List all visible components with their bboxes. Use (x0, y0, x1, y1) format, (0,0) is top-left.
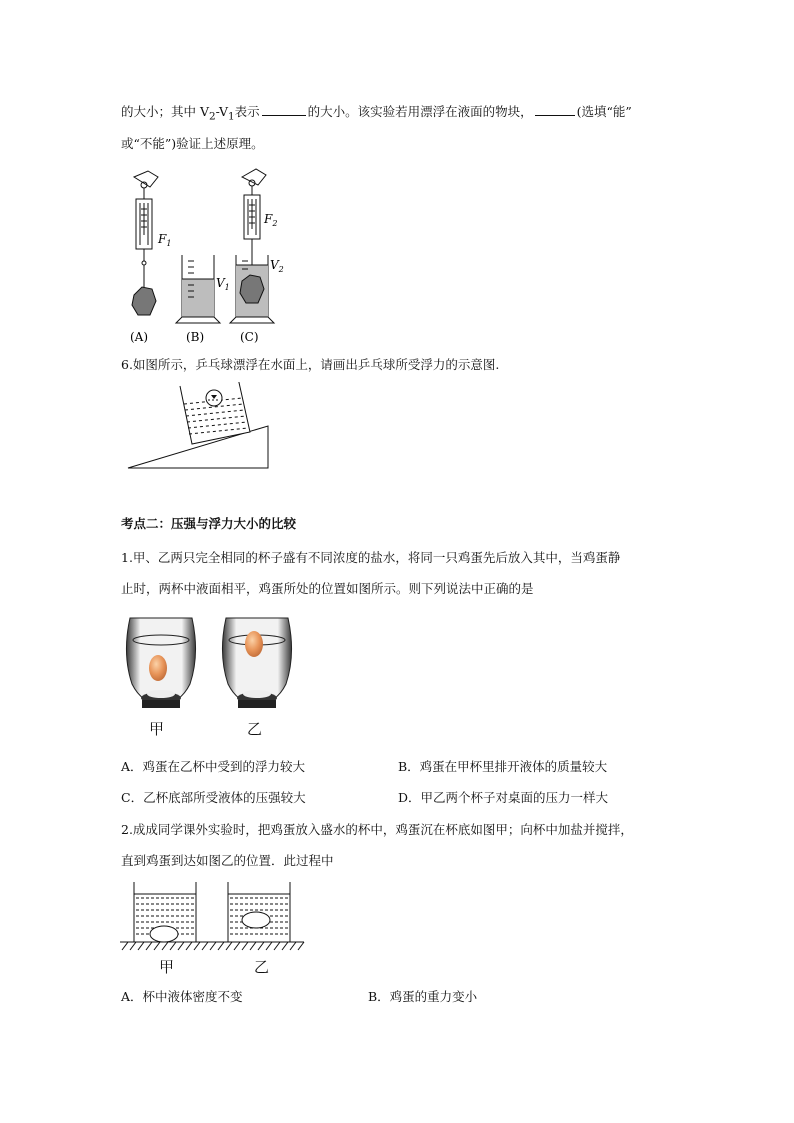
text-segment: 表示 (234, 104, 260, 119)
figure-label-jia: 甲 (149, 720, 165, 738)
egg-yi (245, 631, 263, 657)
subscript: 2 (209, 110, 216, 123)
text-segment: (选填“能” (576, 104, 632, 119)
subscript: 1 (227, 110, 235, 123)
question-6: 6.如图所示，乒乓球漂浮在水面上，请画出乒乓球所受浮力的示意图. (121, 357, 500, 372)
incline-beaker-figure (126, 382, 276, 472)
text-segment: -V (215, 104, 228, 119)
text-segment: 的大小。该实验若用漂浮在液面的物块， (307, 104, 533, 119)
figure-label-jia-2: 甲 (159, 958, 175, 976)
egg-yi-middle (242, 912, 270, 928)
question-2-line-1: 2.成成同学课外实验时，把鸡蛋放入盛水的杯中，鸡蛋沉在杯底如图甲；向杯中加盐并搅拌， (121, 822, 633, 837)
figure-label-yi: 乙 (247, 720, 263, 738)
label-f1: $F_1$ (158, 232, 172, 248)
option-b[interactable]: B．鸡蛋在甲杯里排开液体的质量较大 (398, 759, 608, 774)
paragraph-line-2: 或“不能”)验证上述原理。 (121, 136, 264, 151)
egg-jia-bottom (150, 926, 178, 942)
question-1-line-2: 止时，两杯中液面相平，鸡蛋所处的位置如图所示。则下列说法中正确的是 (121, 581, 534, 596)
section-title: 考点二：压强与浮力大小的比较 (121, 516, 297, 531)
ground-hatching (122, 942, 304, 950)
paragraph-line-1 (121, 103, 632, 126)
egg-jia (149, 655, 167, 681)
option-d[interactable]: D．甲乙两个杯子对桌面的压力一样大 (398, 790, 609, 805)
figure-label-yi-2: 乙 (254, 958, 270, 976)
label-v1: $V_1$ (216, 276, 230, 292)
label-v2: $V_2$ (270, 258, 284, 274)
option-a[interactable]: A．鸡蛋在乙杯中受到的浮力较大 (121, 759, 306, 774)
beaker-c (230, 255, 274, 323)
spring-scale-a (132, 171, 158, 315)
caption-a: (A) (130, 330, 149, 344)
glass-yi (222, 618, 291, 708)
caption-b: (B) (186, 330, 205, 344)
spring-scale-c (242, 169, 266, 273)
answer-blank-2[interactable] (535, 103, 575, 116)
label-f2: $F_2$ (264, 212, 278, 228)
egg-cups-figure (118, 878, 308, 958)
egg-glasses-figure (118, 614, 308, 724)
caption-c: (C) (240, 330, 259, 344)
option-c[interactable]: C．乙杯底部所受液体的压强较大 (121, 790, 306, 805)
archimedes-experiment-figure (120, 165, 320, 347)
glass-jia (126, 618, 195, 708)
option-a-q2[interactable]: A．杯中液体密度不变 (121, 989, 243, 1004)
answer-blank-1[interactable] (262, 103, 306, 116)
option-b-q2[interactable]: B．鸡蛋的重力变小 (368, 989, 478, 1004)
text-segment: 的大小；其中 V (121, 104, 210, 119)
question-1-line-1: 1.甲、乙两只完全相同的杯子盛有不同浓度的盐水，将同一只鸡蛋先后放入其中，当鸡蛋静 (121, 550, 621, 565)
beaker-b (176, 255, 220, 323)
question-2-line-2: 直到鸡蛋到达如图乙的位置．此过程中 (121, 853, 334, 868)
